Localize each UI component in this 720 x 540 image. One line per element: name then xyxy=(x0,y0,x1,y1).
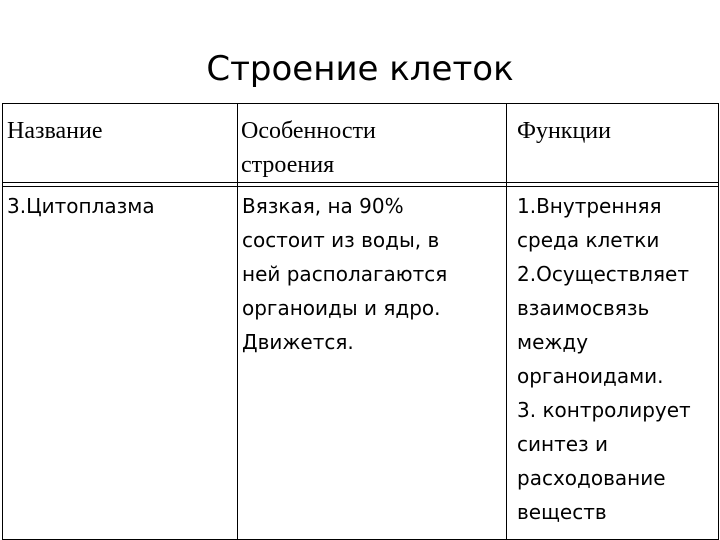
function-item: 1.Внутренняя среда клетки xyxy=(517,194,662,252)
cell-structure xyxy=(238,187,507,540)
cell-functions xyxy=(507,187,719,540)
header-cell-functions xyxy=(507,104,719,183)
header-cell-name xyxy=(3,104,238,183)
header-cell-structure xyxy=(238,104,507,183)
table-row xyxy=(3,187,719,540)
cell-structure-table xyxy=(2,103,719,540)
table-header-row xyxy=(3,104,719,183)
header-functions-label: Функции xyxy=(517,118,611,144)
cell-structure-text: Вязкая, на 90% состоит из воды, в ней располагаются органоиды и ядро. Движется. xyxy=(242,194,448,354)
function-item: 3. контролирует синтез и расходование веществ xyxy=(517,398,691,524)
header-name-label: Название xyxy=(7,118,103,144)
slide-title: Строение клеток xyxy=(206,49,514,89)
functions-list xyxy=(507,187,713,529)
cell-name xyxy=(3,187,238,540)
function-item: 2.Осуществляет взаимосвязь между органоидами. xyxy=(517,262,690,388)
cell-name-text: 3.Цитоплазма xyxy=(7,194,155,218)
header-structure-label: Особенности строения xyxy=(241,118,376,178)
